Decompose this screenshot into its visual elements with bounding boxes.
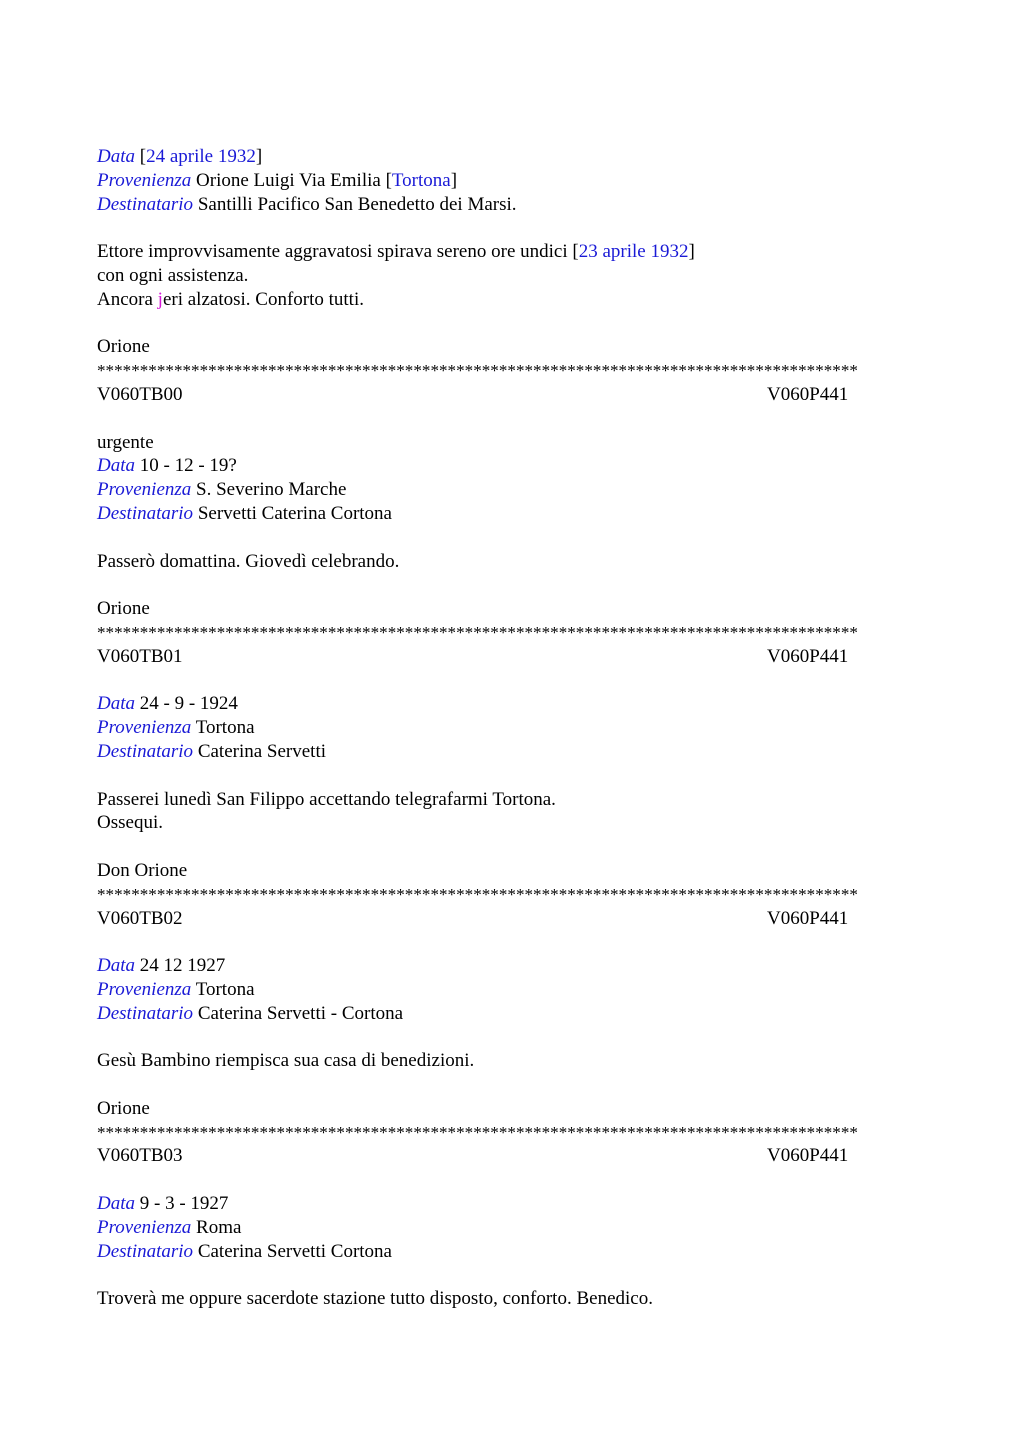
- urgency-note: urgente: [97, 431, 154, 453]
- date-line: Data [24 aprile 1932]: [97, 146, 263, 167]
- recipient-label: Destinatario: [97, 1240, 194, 1262]
- code-left: V060TB03: [97, 1145, 183, 1167]
- separator: *****************************************************************************************: [97, 622, 858, 642]
- date-value: 10 - 12 - 19?: [139, 455, 237, 477]
- signature: Orione: [97, 336, 150, 358]
- provenance-label: Provenienza: [97, 479, 192, 501]
- provenance-value: Tortona: [195, 978, 255, 1000]
- date-label: Data: [97, 1193, 135, 1215]
- provenance-line: [97, 478, 927, 502]
- recipient-line: [97, 740, 927, 764]
- document-page: [97, 145, 927, 1311]
- recipient-value: Caterina Servetti Cortona: [197, 1240, 392, 1262]
- code-right: V060P441: [767, 1145, 849, 1167]
- date-value: 24 - 9 - 1924: [139, 693, 238, 715]
- code-row: [97, 383, 927, 407]
- body-text: Ancora: [97, 288, 153, 310]
- code-row: [97, 907, 927, 931]
- recipient-label: Destinatario: [97, 502, 194, 524]
- date-value: 24 12 1927: [139, 955, 226, 977]
- provenance-value: S. Severino Marche: [196, 479, 347, 501]
- recipient-value: Caterina Servetti: [197, 740, 327, 762]
- date-reference: 24 aprile 1932: [146, 146, 256, 167]
- date-label: Data: [97, 693, 135, 715]
- code-right: V060P441: [767, 645, 849, 667]
- provenance-line: Provenienza Orione Luigi Via Emilia [Tortona]: [97, 169, 458, 191]
- recipient-value: Caterina Servetti - Cortona: [197, 1002, 404, 1024]
- provenance-label: Provenienza: [97, 1216, 192, 1238]
- recipient-line: [97, 1240, 927, 1264]
- date-line: [97, 454, 927, 478]
- code-row: [97, 645, 927, 669]
- recipient-value: Servetti Caterina Cortona: [197, 502, 392, 524]
- signature: Don Orione: [97, 859, 188, 881]
- recipient-line: [97, 1002, 927, 1026]
- body-line: Gesù Bambino riempisca sua casa di benedizioni.: [97, 1050, 475, 1072]
- code-left: V060TB02: [97, 907, 183, 929]
- body-line: Ossequi.: [97, 812, 163, 834]
- date-label: Data: [97, 146, 135, 167]
- body-line: con ogni assistenza.: [97, 264, 249, 286]
- body-line: Troverà me oppure sacerdote stazione tutto disposto, conforto. Benedico.: [97, 1288, 653, 1310]
- recipient-label: Destinatario: [97, 1002, 194, 1024]
- provenance-label: Provenienza: [97, 717, 192, 739]
- recipient-value: Santilli Pacifico San Benedetto dei Marsi.: [197, 193, 517, 215]
- body-text: eri alzatosi. Conforto tutti.: [162, 288, 364, 310]
- date-label: Data: [97, 455, 135, 477]
- body-line: [97, 288, 927, 312]
- provenance-value: Tortona: [195, 717, 255, 739]
- provenance-reference: Tortona: [391, 169, 451, 191]
- separator: *****************************************************************************************: [97, 884, 858, 904]
- code-row: [97, 1144, 927, 1168]
- separator: *****************************************************************************************: [97, 361, 858, 381]
- code-right: V060P441: [767, 383, 849, 405]
- body-text: Ettore improvvisamente aggravatosi spirava sereno ore undici: [97, 241, 568, 263]
- provenance-label: Provenienza: [97, 169, 192, 191]
- body-reference: 23 aprile 1932: [578, 241, 689, 263]
- date-line: [97, 692, 927, 716]
- recipient-line: [97, 502, 927, 526]
- date-label: Data: [97, 955, 135, 977]
- date-line: [97, 1192, 927, 1216]
- date-value: 9 - 3 - 1927: [139, 1193, 229, 1215]
- code-left: V060TB00: [97, 383, 183, 405]
- provenance-label: Provenienza: [97, 978, 192, 1000]
- provenance-line: [97, 978, 927, 1002]
- signature: Orione: [97, 598, 150, 620]
- body-line: Ettore improvvisamente aggravatosi spirava sereno ore undici [23 aprile 1932]: [97, 241, 695, 263]
- body-line: Passerei lunedì San Filippo accettando telegrafarmi Tortona.: [97, 788, 556, 810]
- provenance-value: Orione Luigi Via Emilia: [196, 169, 381, 191]
- separator: *****************************************************************************************: [97, 1122, 858, 1142]
- date-line: [97, 954, 927, 978]
- highlighted-letter: j: [157, 288, 163, 310]
- code-right: V060P441: [767, 907, 849, 929]
- signature: Orione: [97, 1097, 150, 1119]
- code-left: V060TB01: [97, 645, 183, 667]
- recipient-line: [97, 193, 927, 217]
- provenance-line: [97, 716, 927, 740]
- provenance-value: Roma: [196, 1216, 242, 1238]
- recipient-label: Destinatario: [97, 193, 194, 215]
- body-line: Passerò domattina. Giovedì celebrando.: [97, 550, 400, 572]
- recipient-label: Destinatario: [97, 740, 194, 762]
- provenance-line: [97, 1216, 927, 1240]
